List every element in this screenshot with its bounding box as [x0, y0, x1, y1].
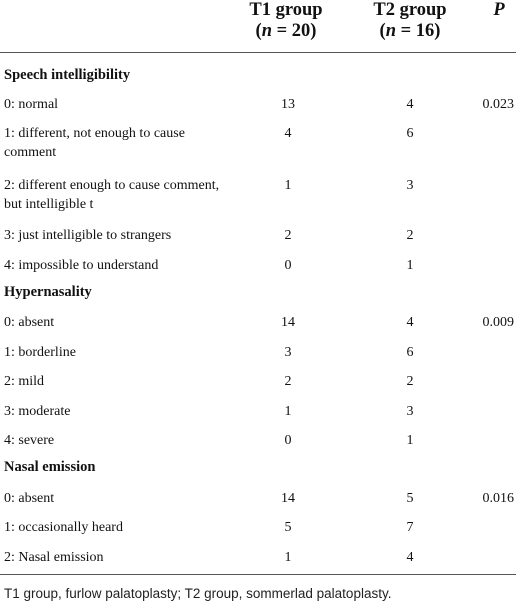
row-label: 4: impossible to understand — [4, 258, 159, 273]
cell-p: 0.023 — [482, 97, 514, 112]
cell-t1: 0 — [284, 258, 292, 273]
row-label: 0: absent — [4, 315, 55, 330]
row-label: 1: different, not enough to cause comment — [4, 126, 185, 160]
cell-t2: 6 — [406, 126, 414, 141]
cell-t1: 1 — [284, 178, 292, 193]
col-header-t2-label: T2 group — [373, 0, 447, 20]
col-header-t1-label: T1 group — [249, 0, 323, 20]
cell-t1: 0 — [284, 433, 292, 448]
cell-t2: 5 — [406, 491, 414, 506]
cell-t1: 2 — [284, 374, 292, 389]
cell-t1: 14 — [281, 491, 295, 506]
cell-t2: 1 — [406, 433, 414, 448]
row-label: 1: occasionally heard — [4, 520, 123, 535]
row-label: 0: absent — [4, 491, 55, 506]
section-title: Nasal emission — [4, 459, 96, 475]
cell-t2: 3 — [406, 404, 414, 419]
row-label: 2: mild — [4, 374, 45, 389]
cell-t2: 6 — [406, 345, 414, 360]
row-label: 3: just intelligible to strangers — [4, 228, 172, 243]
header-divider — [0, 52, 516, 53]
cell-t1: 14 — [281, 315, 295, 330]
cell-t2: 2 — [406, 374, 414, 389]
cell-t2: 3 — [406, 178, 414, 193]
row-label: 2: Nasal emission — [4, 550, 104, 565]
row-label: 1: borderline — [4, 345, 76, 360]
col-header-t2-n: (n = 16) — [379, 21, 441, 41]
cell-t1: 1 — [284, 550, 292, 565]
cell-t1: 13 — [281, 97, 295, 112]
cell-t1: 3 — [284, 345, 292, 360]
cell-t2: 7 — [406, 520, 414, 535]
section-title: Speech intelligibility — [4, 67, 131, 83]
table-footnote: T1 group, furlow palatoplasty; T2 group, sommerlad palatoplasty. — [4, 586, 392, 601]
cell-t1: 4 — [284, 126, 292, 141]
row-label: 2: different enough to cause comment, but intelligible t — [4, 178, 220, 212]
col-header-p: P — [493, 0, 505, 20]
table-bottom-rule — [0, 574, 516, 575]
row-label: 0: normal — [4, 97, 59, 112]
section-title: Hypernasality — [4, 284, 92, 300]
col-header-t1-n: (n = 20) — [255, 21, 317, 41]
cell-t2: 2 — [406, 228, 414, 243]
cell-p: 0.016 — [482, 491, 514, 506]
col-header-t1 — [236, 0, 336, 42]
cell-t2: 4 — [406, 97, 414, 112]
col-header-t2 — [360, 0, 460, 42]
cell-p: 0.009 — [482, 315, 514, 330]
cell-t2: 4 — [406, 315, 414, 330]
cell-t2: 4 — [406, 550, 414, 565]
row-label: 3: moderate — [4, 404, 71, 419]
cell-t1: 1 — [284, 404, 292, 419]
cell-t2: 1 — [406, 258, 414, 273]
cell-t1: 2 — [284, 228, 292, 243]
row-label: 4: severe — [4, 433, 55, 448]
cell-t1: 5 — [284, 520, 292, 535]
